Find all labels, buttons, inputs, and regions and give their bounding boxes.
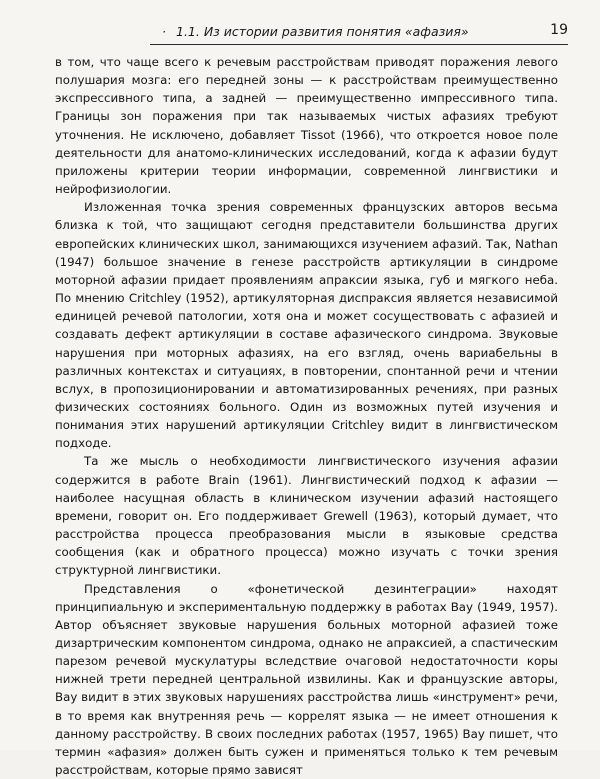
page-number: 19 [550,22,568,38]
running-header-title: 1.1. Из истории развития понятия «афазия» [176,24,469,39]
paragraph-1: в том, что чаще всего к речевым расстройствам приводят поражения левого полушария мозга: его передней зоны — к расстройствам преимущественно экспрессивного типа, а задней — преимущественно импрессивного типа. Границы зон поражения при так называемых чистых афазиях требуют уточнения. Не исключено, добавляет Tissot (1966), что откроется новое поле деятельности для анатомо-клинических исследований, когда к афазии будут приложены критерии теории информации, современной лингвистики и нейрофизиологии. [55,55,558,197]
running-header [150,20,568,45]
paragraph-3: Та же мысль о необходимости лингвистического изучения афазии содержится в работе Brain (1961). Лингвистический подход к афазии — наиболее насущная область в клиническом изучении афазий настоящего времени, говорит он. Его поддерживает Grewell (1963), который думает, что расстройства процесса преобразования мысли в языковые средства сообщения (как и обратного процесса) можно изучать с точки зрения структурной лингвистики. [55,454,558,578]
paragraph-2: Изложенная точка зрения современных французских авторов весьма близка к той, что защищают сегодня представители большинства других европейских клинических школ, занимающихся изучением афазий. Так, Nathan (1947) большое значение в генезе расстройств артикуляции в синдроме моторной афазии придает проявлениям апраксии языка, губ и мягкого неба. По мнению Critchley (1952), артикуляторная диспраксия является независимой единицей речевой патологии, хотя она и может сосуществовать с афазией и создавать дефект артикуляции в составе афазического синдрома. Звуковые нарушения при моторных афазиях, на его взгляд, очень вариабельны в различных контекстах и ситуациях, в повторении, спонтанной речи и чтении вслух, в пропозиционировании и автоматизированных речениях, при разных физических состояниях больного. Один из возможных путей изучения и понимания этих нарушений артикуляции Critchley видит в лингвистическом подходе. [55,200,558,451]
paragraph-4: Представления о «фонетической дезинтеграции» находят принципиальную и экспериментальную поддержку в работах Bay (1949, 1957). Автор объясняет звуковые нарушения больных моторной афазией тоже дизартрическим компонентом синдрома, однако не апраксией, а спастическим парезом речевой мускулатуры вследствие очаговой недостаточности коры нижней трети передней центральной извилины. Как и французские авторы, Bay видит в этих звуковых нарушениях расстройства лишь «инструмент» речи, в то время как внутренняя речь — коррелят языка — не имеет отношения к данному расстройству. В своих последних работах (1957, 1965) Bay пишет, что термин «афазия» должен быть сужен и применяться только к тем речевым расстройствам, которые прямо зависят [55,581,558,778]
header-bullet: · [162,24,166,39]
body-text [55,53,558,779]
